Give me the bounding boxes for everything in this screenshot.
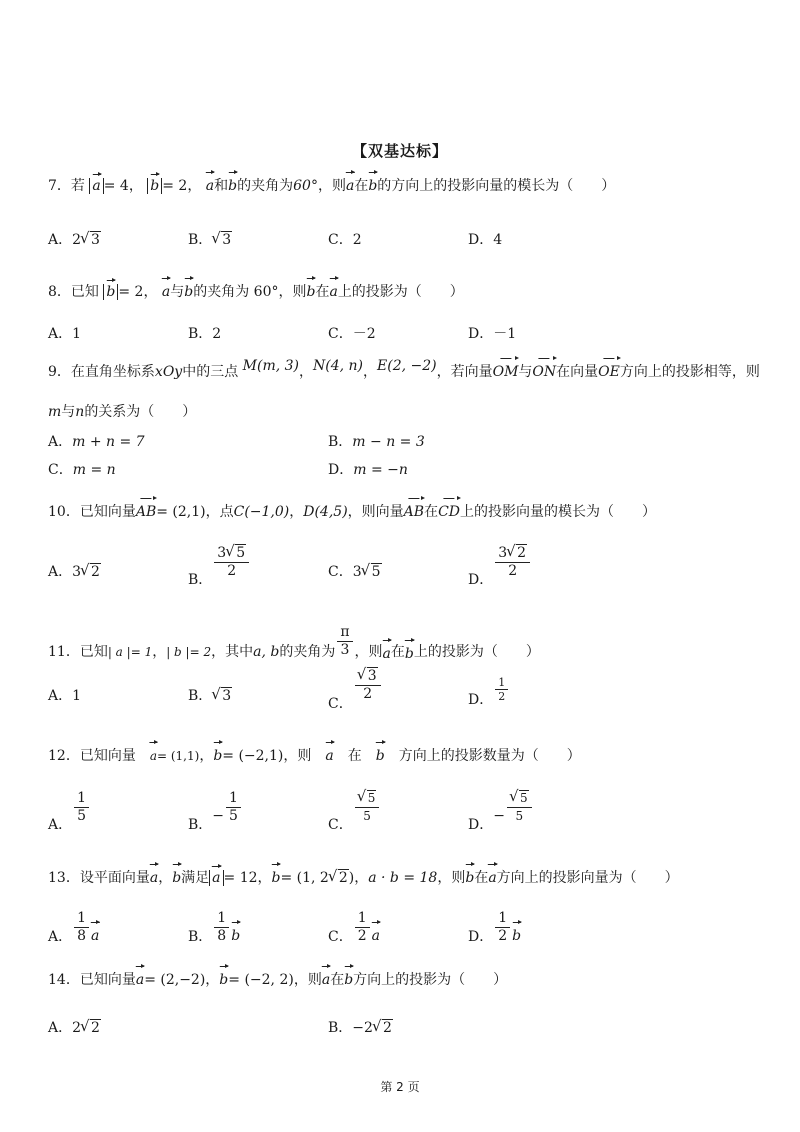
q10-option-a: A．3√ 2 [48, 562, 101, 582]
q7-option-d: D．4 [468, 232, 503, 248]
q8-option-d: D．－1 [468, 326, 517, 342]
q9-option-d: D．m = −n [328, 462, 408, 478]
question-13: 13．设平面向量a，b满足 a = 12，b= (1, 2√ 2)，a · b = 18，则b在a方向上的投影向量为（ ） [48, 868, 760, 888]
q12-option-b: B．− $\frac{1}{5}$ [188, 790, 243, 825]
q8-option-a: A．1 [48, 326, 82, 342]
q11-option-c: C． √ $\frac{3}{2}$ [328, 668, 383, 703]
q9-option-a: A．m + n = 7 [48, 434, 145, 450]
question-9: 9．在直角坐标系xOy中的三点 M(m, 3)，N(4, n)，E(2, −2)，若向量OM与ON在向量OE方向上的投影相等，则 [48, 358, 760, 380]
q14-option-a: A．2√ 2 [48, 1018, 101, 1038]
question-7: 7．若 a = 4， b = 2， a和b的夹角为60°，则a在b的方向上的投影向量的模长为（ ） [48, 178, 616, 194]
q13-option-d: D． $\frac{1}{2}$ b [468, 910, 522, 945]
q11-option-d: D． $\frac{1}{2}$ [468, 676, 510, 703]
q11-option-b: B．√ 3 [188, 686, 232, 706]
q14-option-b: B．−2√ 2 [328, 1018, 393, 1038]
q11-option-a: A．1 [48, 688, 82, 704]
q13-option-b: B． $\frac{1}{8}$ b [188, 910, 241, 945]
q10-option-c: C．3√ 5 [328, 562, 382, 582]
q12-option-d: D．− √ $\frac{5}{5}$ [468, 790, 534, 825]
q12-option-c: C． √ $\frac{5}{5}$ [328, 790, 381, 825]
question-10: 10．已知向量AB= (2,1)，点C(−1,0)，D(4,5)，则向量AB在CD上的投影向量的模长为（ ） [48, 504, 657, 520]
q10-option-d: D． $\frac{3√ 2}{2}$ [468, 545, 532, 580]
q13-option-a: A． $\frac{1}{8}$ a [48, 910, 100, 945]
question-9-line-2: m与n的关系为（ ） [48, 404, 197, 420]
q7-option-c: C．2 [328, 232, 362, 248]
question-11: 11．已知| a |= 1，| b |= 2，其中a, b的夹角为 $\frac{\pi}{3}$ ，则a在b上的投影为（ ） [48, 624, 540, 662]
q7-option-b: B．√ 3 [188, 230, 232, 250]
q7-option-a: A．2√ 3 [48, 230, 101, 250]
page-footer: 第 2 页 [380, 1080, 420, 1094]
q9-option-c: C．m = n [48, 462, 116, 478]
q13-option-c: C． $\frac{1}{2}$ a [328, 910, 380, 945]
q9-option-b: B．m − n = 3 [328, 434, 425, 450]
question-8: 8．已知 b = 2， a与b的夹角为 60°，则b在a上的投影为（ ） [48, 284, 464, 300]
question-12: 12．已知向量 a= (1,1)，b= (−2,1)，则 a 在 b 方向上的投影数量为（ ） [48, 748, 581, 764]
q8-option-b: B．2 [188, 326, 222, 342]
q8-option-c: C．－2 [328, 326, 376, 342]
q12-option-a: A． $\frac{1}{5}$ [48, 790, 91, 825]
section-title: 【双基达标】 [351, 142, 448, 160]
question-14: 14．已知向量a= (2,−2)，b= (−2, 2)，则a在b方向上的投影为（ ） [48, 972, 508, 988]
q10-option-b: B． $\frac{3√ 5}{2}$ [188, 545, 251, 580]
